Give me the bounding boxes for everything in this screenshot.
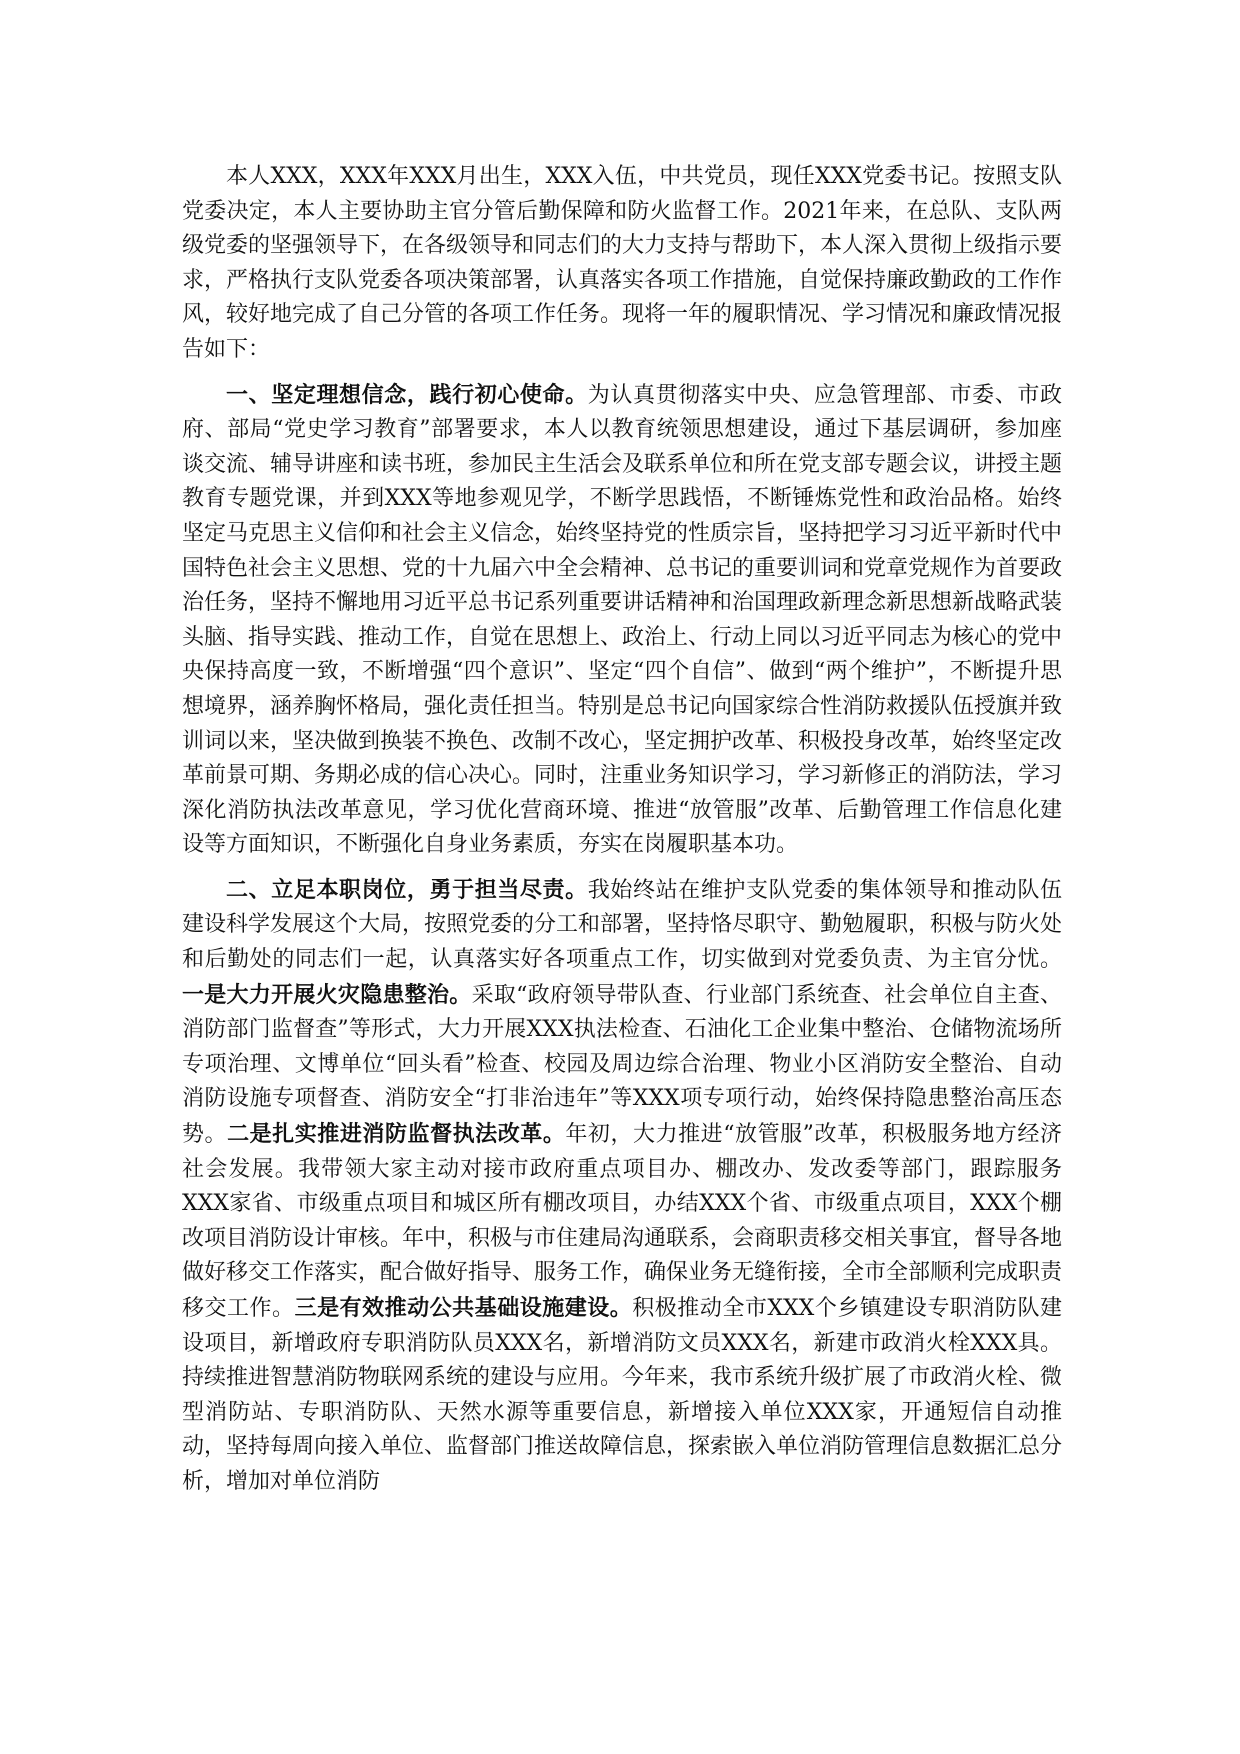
point2-heading: 二是扎实推进消防监督执法改革。 xyxy=(227,1121,566,1148)
section1-body: 为认真贯彻落实中央、应急管理部、市委、市政府、部局“党史学习教育”部署要求，本人以教育统领思想建设，通过下基层调研，参加座谈交流、辅导讲座和读书班，参加民主生活会及联系单位和所在党支部专题会议，讲授主题教育专题党课，并到XXX等地参观见学，不断学思践悟，不断锤炼党性和政治品格。始终坚定马克思主义信仰和社会主义信念，始终坚持党的性质宗旨，坚持把学习习近平新时代中国特色社会主义思想、党的十九届六中全会精神、总书记的重要训词和党章党规作为首要政治任务，坚持不懈地用习近平总书记系列重要讲话精神和治国理政新理念新思想新战略武装头脑、指导实践、推动工作，自觉在思想上、政治上、行动上同以习近平同志为核心的党中央保持高度一致，不断增强“四个意识”、坚定“四个自信”、做到“两个维护”，不断提升思想境界，涵养胸怀格局，强化责任担当。特别是总书记向国家综合性消防救援队伍授旗并致训词以来，坚决做到换装不换色、改制不改心，坚定拥护改革、积极投身改革，始终坚定改革前景可期、务期必成的信心决心。同时，注重业务知识学习，学习新修正的消防法，学习深化消防执法改革意见，学习优化营商环境、推进“放管服”改革、后勤管理工作信息化建设等方面知识，不断强化自身业务素质，夯实在岗履职基本功。 xyxy=(182,382,1063,858)
intro-text: 本人XXX，XXX年XXX月出生，XXX入伍，中共党员，现任XXX党委书记。按照支队党委决定，本人主要协助主官分管后勤保障和防火监督工作。2021年来，在总队、支队两级党委的坚强领导下，在各级领导和同志们的大力支持与帮助下，本人深入贯彻上级指示要求，严格执行支队党委各项决策部署，认真落实各项工作措施，自觉保持廉政勤政的工作作风，较好地完成了自己分管的各项工作任务。现将一年的履职情况、学习情况和廉政情况报告如下： xyxy=(182,164,1063,362)
intro-paragraph xyxy=(182,160,1062,368)
point1-heading: 一是大力开展火灾隐患整治。 xyxy=(182,981,472,1008)
point3-body: 积极推动全市XXX个乡镇建设专职消防队建设项目，新增政府专职消防队员XXX名，新增消防文员XXX名，新建市政消火栓XXX具。持续推进智慧消防物联网系统的建设与应用。今年来，我市系统升级扩展了市政消火栓、微型消防站、专职消防队、天然水源等重要信息，新增接入单位XXX家，开通短信自动推动，坚持每周向接入单位、监督部门推送故障信息，探索嵌入单位消防管理信息数据汇总分析，增加对单位消防 xyxy=(182,1296,1063,1494)
point1-body: 采取“政府领导带队查、行业部门系统查、社会单位自主查、消防部门监督查”等形式，大力开展XXX执法检查、石油化工企业集中整治、仓储物流场所专项治理、文博单位“回头看”检查、校园及周边综合治理、物业小区消防安全整治、自动消防设施专项督查、消防安全“打非治违年”等XXX项专项行动，始终保持隐患整治高压态势。 xyxy=(182,982,1062,1148)
section1-paragraph xyxy=(182,378,1062,863)
section2-paragraph xyxy=(182,873,1062,1500)
section1-heading: 一、坚定理想信念，践行初心使命。 xyxy=(226,381,588,408)
section2-body-a: 我始终站在维护支队党委的集体领导和推动队伍建设科学发展这个大局，按照党委的分工和部署，坚持恪尽职守、勤勉履职，积极与防火处和后勤处的同志们一起，认真落实好各项重点工作，切实做到对党委负责、为主官分忧。 xyxy=(182,877,1063,973)
point2-body: 年初，大力推进“放管服”改革，积极服务地方经济社会发展。我带领大家主动对接市政府重点项目办、棚改办、发改委等部门，跟踪服务XXX家省、市级重点项目和城区所有棚改项目，办结XXX个省、市级重点项目，XXX个棚改项目消防设计审核。年中，积极与市住建局沟通联系，会商职责移交相关事宜，督导各地做好移交工作落实，配合做好指导、服务工作，确保业务无缝衔接，全市全部顺利完成职责移交工作。 xyxy=(182,1122,1063,1321)
document-page xyxy=(182,160,1062,1510)
section2-heading: 二、立足本职岗位，勇于担当尽责。 xyxy=(226,876,588,903)
point3-heading: 三是有效推动公共基础设施建设。 xyxy=(294,1295,633,1321)
